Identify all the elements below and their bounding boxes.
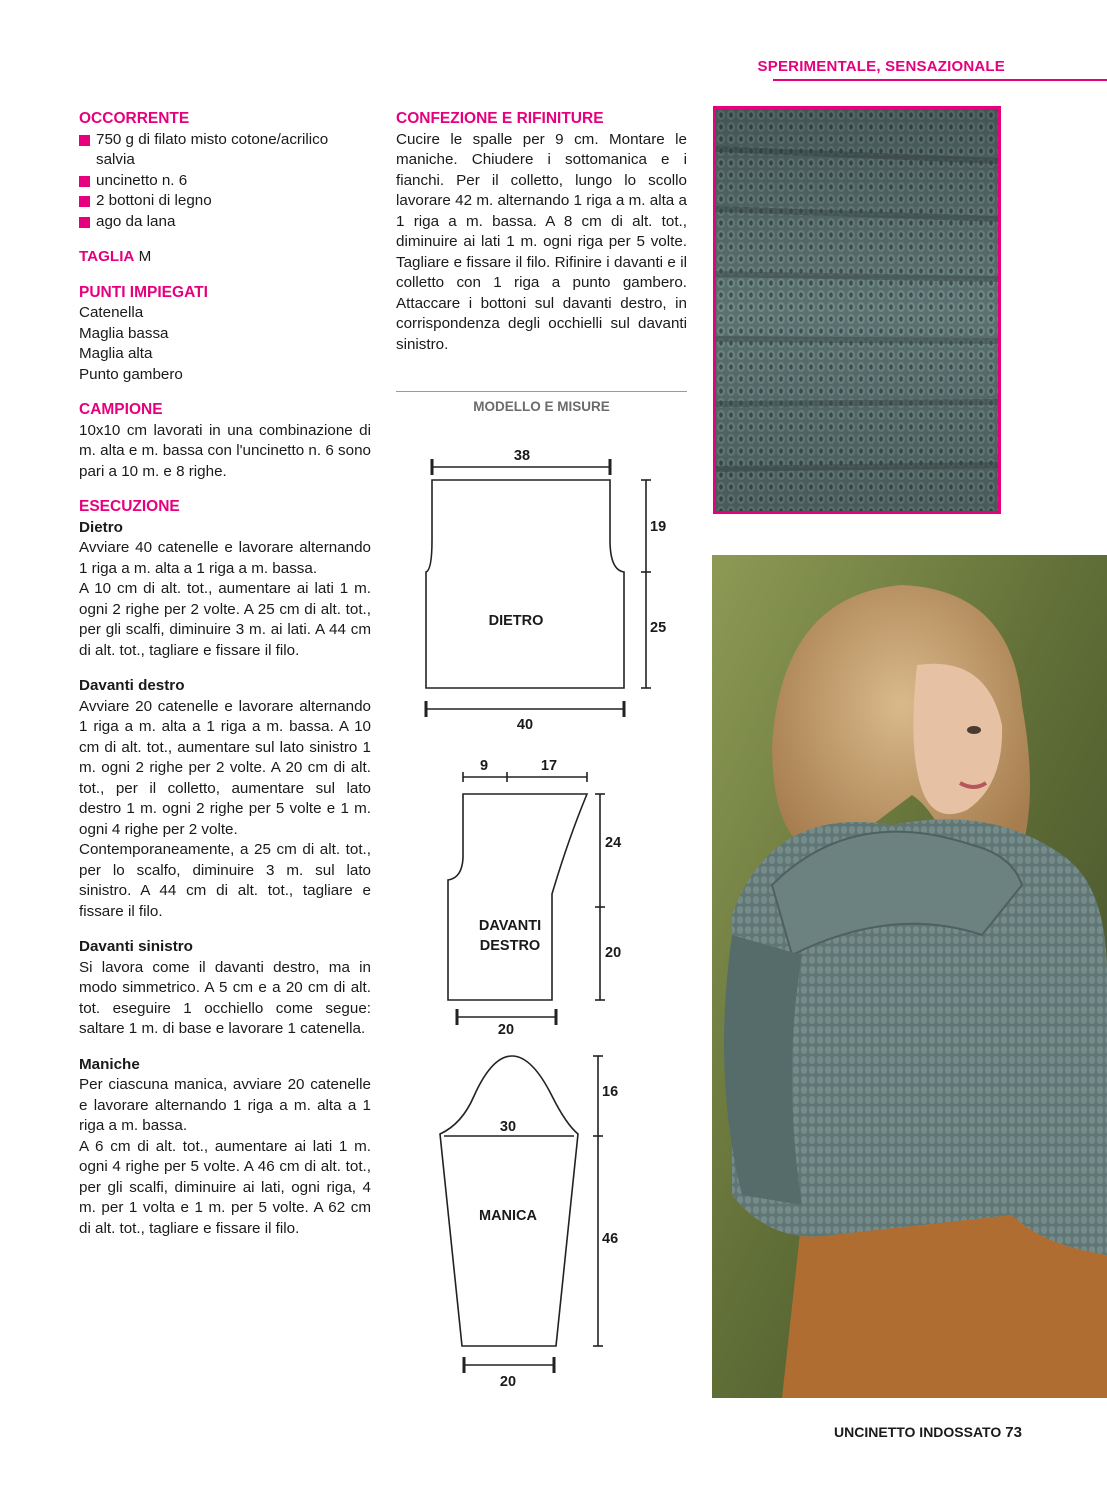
left-column <box>79 109 371 1239</box>
davanti-width-bottom: 20 <box>497 1022 515 1038</box>
magazine-name: UNCINETTO INDOSSATO <box>834 1424 1002 1440</box>
davanti-width-left: 9 <box>479 758 489 774</box>
materials-list <box>79 130 371 233</box>
confezione-heading: CONFEZIONE E RIFINITURE <box>396 110 604 127</box>
swatch-texture <box>716 109 998 511</box>
dietro-text-2: A 10 cm di alt. tot., aumentare ai lati 1 m. ogni 2 righe per 2 volte. A 25 cm di alt. tot., per gli scalfi, diminuire 3 m. ai lati. A 44 cm di alt. tot., tagliare e fissare il filo. <box>79 580 371 659</box>
page-footer <box>834 1424 1022 1441</box>
model-illustration <box>712 555 1107 1398</box>
dietro-label: DIETRO <box>488 613 544 629</box>
material-item: 750 g di filato misto cotone/acrilico salvia <box>79 130 371 171</box>
davanti-label-2: DESTRO <box>479 938 541 954</box>
davanti-width-right: 17 <box>540 758 558 774</box>
davanti-destro-instructions <box>79 676 371 922</box>
maniche-title: Maniche <box>79 1055 140 1073</box>
manica-label: MANICA <box>479 1208 537 1224</box>
davanti-sinistro-text: Si lavora come il davanti destro, ma in modo simmetrico. A 5 cm e a 20 cm di alt. tot. eseguire 1 occhiello come segue: saltare 1 m. di base e lavorare 1 catenella. <box>79 958 371 1037</box>
davanti-sinistro-instructions <box>79 937 371 1040</box>
material-item: uncinetto n. 6 <box>79 171 371 192</box>
dietro-height-lower: 25 <box>650 620 667 636</box>
occorrente-block <box>79 109 371 232</box>
campione-heading: CAMPIONE <box>79 401 163 418</box>
taglia-value: M <box>138 248 152 265</box>
manica-width-bottom: 20 <box>499 1374 517 1390</box>
section-title: SPERIMENTALE, SENSAZIONALE <box>757 58 1005 75</box>
dietro-title: Dietro <box>79 518 123 536</box>
esecuzione-heading: ESECUZIONE <box>79 498 180 515</box>
davanti-destro-text-1: Avviare 20 catenelle e lavorare alternando 1 riga a m. alta a 1 riga a m. bassa. A 10 cm di alt. tot., aumentare sul lato sinistro 1 m. ogni 2 righe per 2 volte. A 20 cm di alt. tot., per il colletto, aumentare sul lato destro 1 m. ogni 2 righe per 5 volte e 1 m. ogni 4 righe per 2 volte. <box>79 697 371 838</box>
campione-text: 10x10 cm lavorati in una combinazione di m. alta e m. bassa con l'uncinetto n. 6 sono pari a 10 m. e 8 righe. <box>79 421 371 480</box>
maniche-text-2: A 6 cm di alt. tot., aumentare ai lati 1 m. ogni 4 righe per 5 volte. A 46 cm di alt. tot., per gli scalfi, diminuire ai lati, ogni riga, 4 m. per 1 volta e 1 m. per 5 volte. A 62 cm di alt. tot., tagliare e fissare il filo. <box>79 1137 371 1237</box>
stitch-swatch-photo <box>713 106 1001 514</box>
model-photo <box>712 555 1107 1398</box>
stitch-item: Catenella <box>79 304 144 321</box>
taglia-block <box>79 247 371 268</box>
manica-height-lower: 46 <box>602 1231 619 1247</box>
dietro-text-1: Avviare 40 catenelle e lavorare alternando 1 riga a m. alta a 1 riga a m. bassa. <box>79 539 371 577</box>
dietro-instructions <box>79 518 371 662</box>
occorrente-heading: OCCORRENTE <box>79 110 190 127</box>
stitch-item: Maglia alta <box>79 345 153 362</box>
davanti-label-1: DAVANTI <box>478 918 542 934</box>
material-item: 2 bottoni di legno <box>79 191 371 212</box>
diagram-divider <box>396 391 687 392</box>
page-number: 73 <box>1005 1424 1022 1441</box>
davanti-height-upper: 24 <box>605 835 622 851</box>
dietro-width-bottom: 40 <box>516 717 534 733</box>
manica-height-upper: 16 <box>602 1084 619 1100</box>
stitch-item: Maglia bassa <box>79 324 169 342</box>
diagram-title: MODELLO E MISURE <box>473 399 610 414</box>
taglia-heading: TAGLIA <box>79 248 135 265</box>
davanti-height-lower: 20 <box>605 945 622 961</box>
punti-block <box>79 283 371 386</box>
davanti-destro-text-2: Contemporaneamente, a 25 cm di alt. tot., per lo scalfo, diminuire 3 m. sul lato sinistro. A 44 cm di alt. tot., tagliare e fissare il filo. <box>79 841 371 920</box>
stitch-item: Punto gambero <box>79 365 183 383</box>
middle-column <box>396 109 687 355</box>
campione-block <box>79 400 371 482</box>
material-item: ago da lana <box>79 212 371 233</box>
maniche-instructions <box>79 1055 371 1240</box>
esecuzione-block <box>79 497 371 1239</box>
confezione-text: Cucire le spalle per 9 cm. Montare le maniche. Chiudere i sottomanica e i fianchi. Per il colletto, lungo lo scollo lavorare 42 m. alternando 1 riga a m. alta a 1 riga a m. bassa. A 8 cm di alt. tot., diminuire ai lati 1 m. ogni riga per 5 volte. Tagliare e fissare il filo. Rifinire i davanti e il colletto con 1 riga a punto gambero. Attaccare i bottoni sul davanti destro, in corrispondenza degli occhielli sul davanti sinistro. <box>396 130 687 353</box>
davanti-destro-title: Davanti destro <box>79 677 185 694</box>
dietro-schematic <box>426 467 651 709</box>
pattern-schematics <box>396 420 696 1400</box>
title-underline <box>773 79 1107 81</box>
maniche-text-1: Per ciascuna manica, avviare 20 catenelle e lavorare alternando 1 riga a m. alta a 1 riga a m. bassa. <box>79 1076 371 1134</box>
davanti-sinistro-title: Davanti sinistro <box>79 938 193 955</box>
punti-heading: PUNTI IMPIEGATI <box>79 283 208 301</box>
dietro-width-top: 38 <box>513 448 531 464</box>
dietro-height-upper: 19 <box>650 519 667 535</box>
davanti-destro-schematic <box>448 772 605 1017</box>
manica-cap-width: 30 <box>499 1119 517 1135</box>
